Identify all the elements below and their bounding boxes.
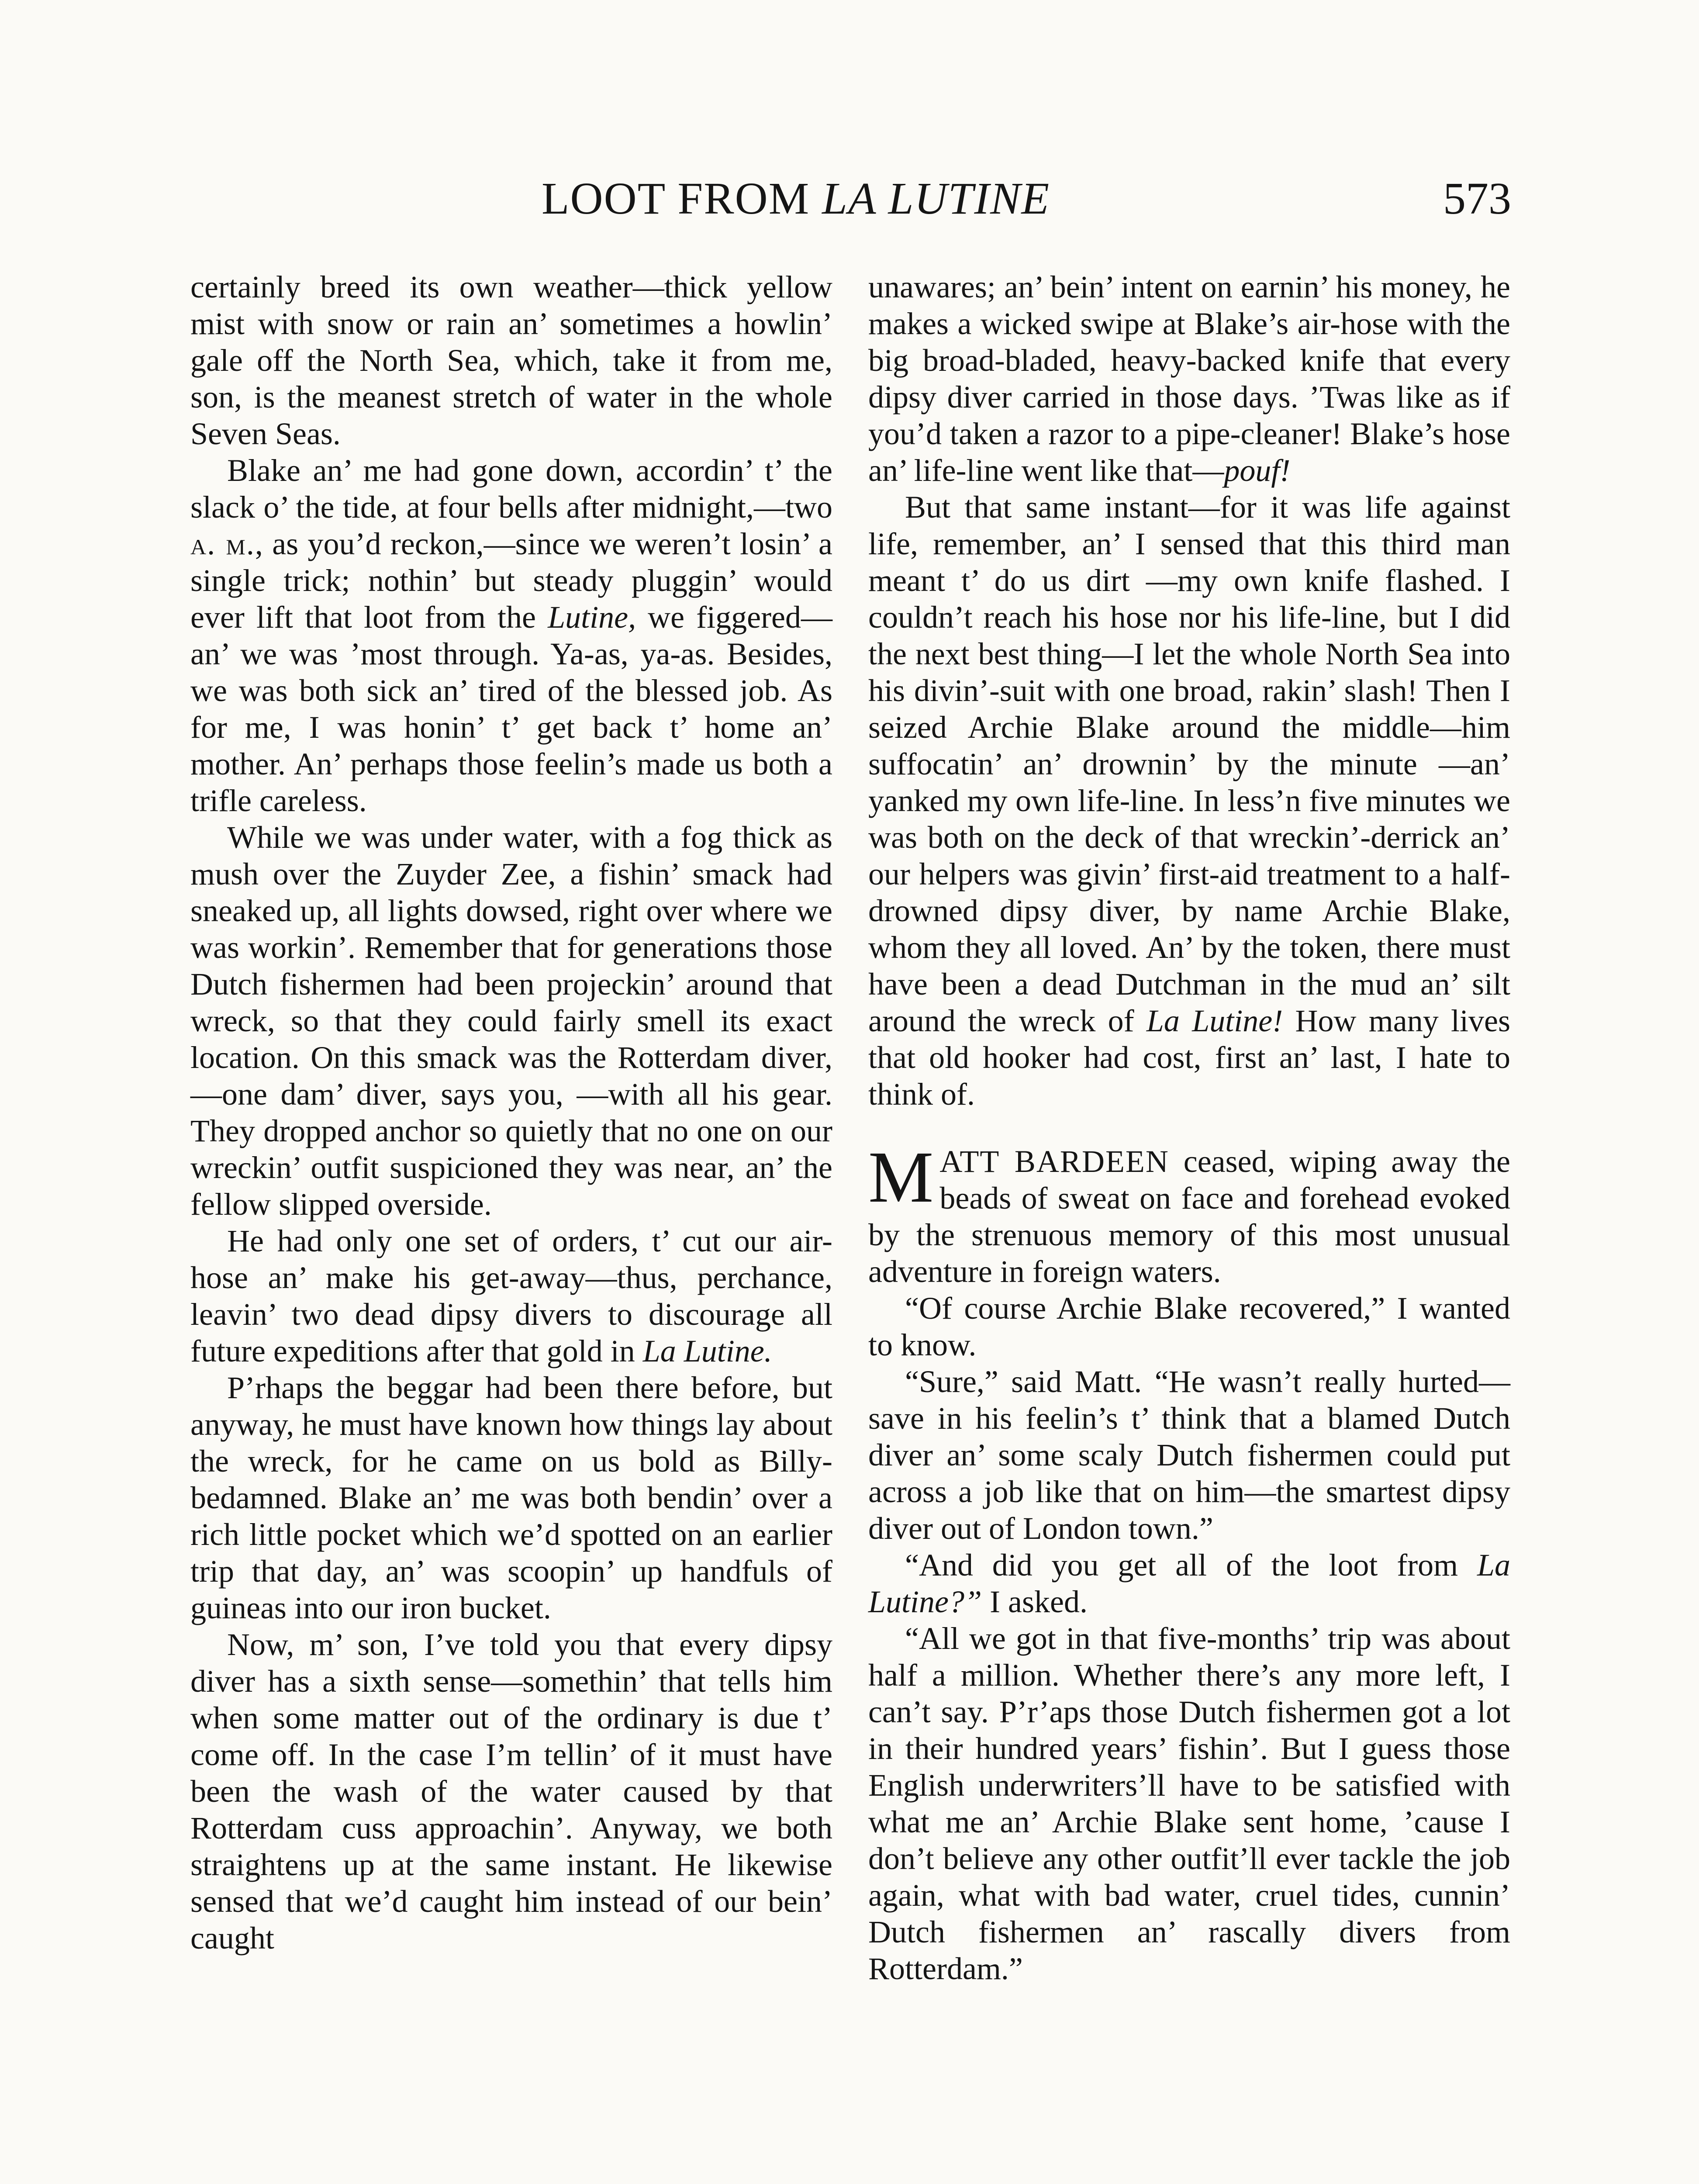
paragraph: He had only one set of orders, t’ cut our air-hose an’ make his get-away—thus, perchance, leavin’ two dead dipsy divers to discourage all future expeditions after that gold in La Lutine. bbox=[190, 1223, 832, 1368]
title-italic: LA LUTINE bbox=[822, 173, 1050, 224]
section-start-paragraph: MATT BARDEEN ceased, wiping away the beads of sweat on face and forehead evoked by the strenuous memory of this most unusual adventure in foreign waters. bbox=[868, 1137, 1510, 1289]
page-number: 573 bbox=[1443, 173, 1511, 224]
paragraph: But that same instant—for it was life against life, remember, an’ I sensed that this third man meant t’ do us dirt —my own knife flashed. I couldn’t reach his hose nor his life-line, but I did the next best thing—I let the whole North Sea into his divin’-suit with one broad, rakin’ slash! Then I seized Archie Blake around the middle—him suffocatin’ an’ drownin’ by the minute —an’ yanked my own life-line. In less’n five minutes we was both on the deck of that wreckin’-derrick an’ our helpers was givin’ first-aid treatment to a half-drowned dipsy diver, by name Archie Blake, whom they all loved. An’ by the token, there must have been a dead Dutchman in the mud an’ silt around the wreck of La Lutine! How many lives that old hooker had cost, first an’ last, I hate to think of. bbox=[868, 490, 1510, 1112]
title-prefix: LOOT FROM bbox=[542, 173, 822, 224]
paragraph: “All we got in that five-months’ trip was about half a million. Whether there’s any more left, I can’t say. P’r’aps those Dutch fishermen got a lot in their hundred years’ fishin’. But I guess those English underwriters’ll have to be satisfied with what me an’ Archie Blake sent home, ’cause I don’t believe any other outfit’ll ever tackle the job again, what with bad water, cruel tides, cunnin’ Dutch fishermen an’ rascally divers from Rotterdam.” bbox=[868, 1621, 1510, 1986]
paragraph: Now, m’ son, I’ve told you that every dipsy diver has a sixth sense—somethin’ that tells him when some matter out of the ordinary is due t’ come off. In the case I’m tellin’ of it must have been the wash of the water caused by that Rotterdam cuss approachin’. Anyway, we both straightens up at the same instant. He likewise sensed that we’d caught him instead of our bein’ caught bbox=[190, 1627, 832, 1956]
right-column bbox=[868, 269, 1510, 1987]
paragraph: Blake an’ me had gone down, accordin’ t’ the slack o’ the tide, at four bells after midnight,—two a. m., as you’d reckon,—since we weren’t losin’ a single trick; nothin’ but steady pluggin’ would ever lift that loot from the Lutine, we figgered—an’ we was ’most through. Ya-as, ya-as. Besides, we was both sick an’ tired of the blessed job. As for me, I was honin’ t’ get back t’ home an’ mother. An’ perhaps those feelin’s made us both a trifle careless. bbox=[190, 453, 832, 818]
paragraph: “Of course Archie Blake recovered,” I wanted to know. bbox=[868, 1291, 1510, 1362]
drop-cap: M bbox=[868, 1137, 934, 1218]
paragraph: While we was under water, with a fog thick as mush over the Zuyder Zee, a fishin’ smack had sneaked up, all lights dowsed, right over where we was workin’. Remember that for generations those Dutch fishermen had been projeckin’ around that wreck, so that they could fairly smell its exact location. On this smack was the Rotterdam diver,—one dam’ diver, says you, —with all his gear. They dropped anchor so quietly that no one on our wreckin’ outfit suspicioned they was near, an’ the fellow slipped overside. bbox=[190, 820, 832, 1222]
paragraph: “Sure,” said Matt. “He wasn’t really hurted—save in his feelin’s t’ think that a blamed Dutch diver an’ some scaly Dutch fishermen could put across a job like that on him—the smartest dipsy diver out of London town.” bbox=[868, 1364, 1510, 1546]
paragraph: P’rhaps the beggar had been there before, but anyway, he must have known how things lay about the wreck, for he came on us bold as Billy-bedamned. Blake an’ me was both bendin’ over a rich little pocket which we’d spotted on an earlier trip that day, an’ was scoopin’ up handfuls of guineas into our iron bucket. bbox=[190, 1370, 832, 1625]
running-header bbox=[507, 173, 1511, 242]
paragraph: certainly breed its own weather—thick yellow mist with snow or rain an’ sometimes a howlin’ gale off the North Sea, which, take it from me, son, is the meanest stretch of water in the whole Seven Seas. bbox=[190, 270, 832, 451]
running-title bbox=[542, 173, 1050, 225]
character-name: ATT BARDEEN bbox=[939, 1144, 1169, 1179]
am-abbrev: a. m. bbox=[190, 526, 255, 561]
paragraph: unawares; an’ bein’ intent on earnin’ his money, he makes a wicked swipe at Blake’s air-hose with the big broad-bladed, heavy-backed knife that every dipsy diver carried in those days. ’Twas like as if you’d taken a razor to a pipe-cleaner! Blake’s hose an’ life-line went like that—pouf! bbox=[868, 270, 1510, 488]
paragraph: “And did you get all of the loot from La Lutine?” I asked. bbox=[868, 1548, 1510, 1619]
left-column bbox=[190, 269, 832, 1956]
